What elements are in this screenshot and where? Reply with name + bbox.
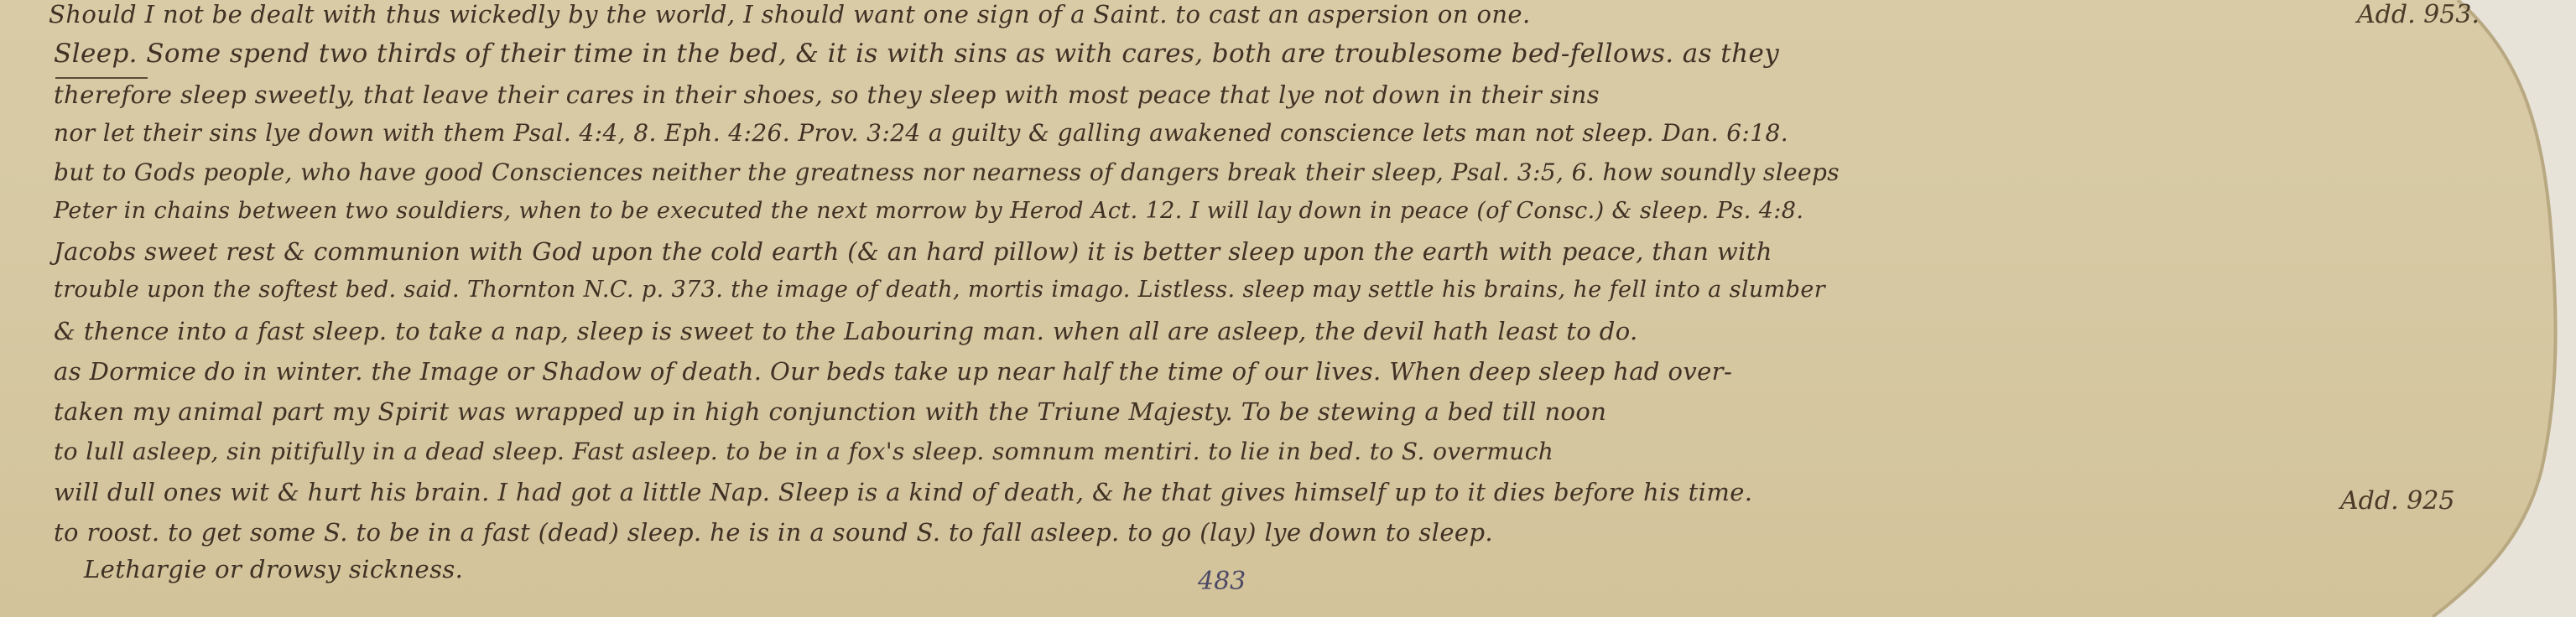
- text-line-4: nor let their sins lye down with them Psal. 4:4, 8. Eph. 4:26. Prov. 3:24 a guilty & galling awakened conscience lets man not sleep. Dan. 6:18.: [54, 119, 1788, 147]
- margin-note-top-right: Add. 953.: [2357, 0, 2480, 29]
- text-line-15: Lethargie or drowsy sickness.: [84, 555, 464, 583]
- text-line-3: therefore sleep sweetly, that leave their cares in their shoes, so they sleep with most peace that lye not down in their sins: [54, 80, 1600, 109]
- text-line-9: & thence into a fast sleep. to take a nap, sleep is sweet to the Labouring man. when all are asleep, the devil hath least to do.: [54, 317, 1638, 345]
- folio-number: 483: [1198, 567, 1246, 596]
- text-line-1: Should I not be dealt with thus wickedly by the world, I should want one sign of a Saint. to cast an aspersion on one.: [49, 0, 1531, 29]
- text-line-6: Peter in chains between two souldiers, when to be executed the next morrow by Herod Act. 12. I will lay down in peace (of Consc.) & sleep. Ps. 4:8.: [54, 198, 1804, 224]
- heading-underline: [55, 77, 148, 79]
- text-line-10: as Dormice do in winter. the Image or Shadow of death. Our beds take up near half the time of our lives. When deep sleep had over-: [54, 357, 1733, 386]
- text-line-12: to lull asleep, sin pitifully in a dead sleep. Fast asleep. to be in a fox's sleep. somnum mentiri. to lie in bed. to S. overmuch: [54, 438, 1554, 465]
- text-line-11: taken my animal part my Spirit was wrapped up in high conjunction with the Triune Majesty. To be stewing a bed till noon: [54, 397, 1607, 426]
- text-line-2: Sleep. Some spend two thirds of their time in the bed, & it is with sins as with cares, both are troublesome bed-fellows. as they: [54, 39, 1780, 69]
- text-line-7: Jacobs sweet rest & communion with God upon the cold earth (& an hard pillow) it is better sleep upon the earth with peace, than with: [54, 237, 1772, 266]
- text-line-14: to roost. to get some S. to be in a fast (dead) sleep. he is in a sound S. to fall asleep. to go (lay) lye down to sleep.: [54, 518, 1494, 547]
- margin-note-bottom-right: Add. 925: [2340, 486, 2455, 516]
- text-line-5: but to Gods people, who have good Consciences neither the greatness nor nearness of dangers break their sleep, Psal. 3:5, 6. how soundly sleeps: [54, 158, 1840, 186]
- text-line-8: trouble upon the softest bed. said. Thornton N.C. p. 373. the image of death, mortis imago. Listless. sleep may settle his brains, he fell into a slumber: [54, 277, 1826, 303]
- text-line-13: will dull ones wit & hurt his brain. I had got a little Nap. Sleep is a kind of death, & he that gives himself up to it dies before his time.: [54, 478, 1753, 506]
